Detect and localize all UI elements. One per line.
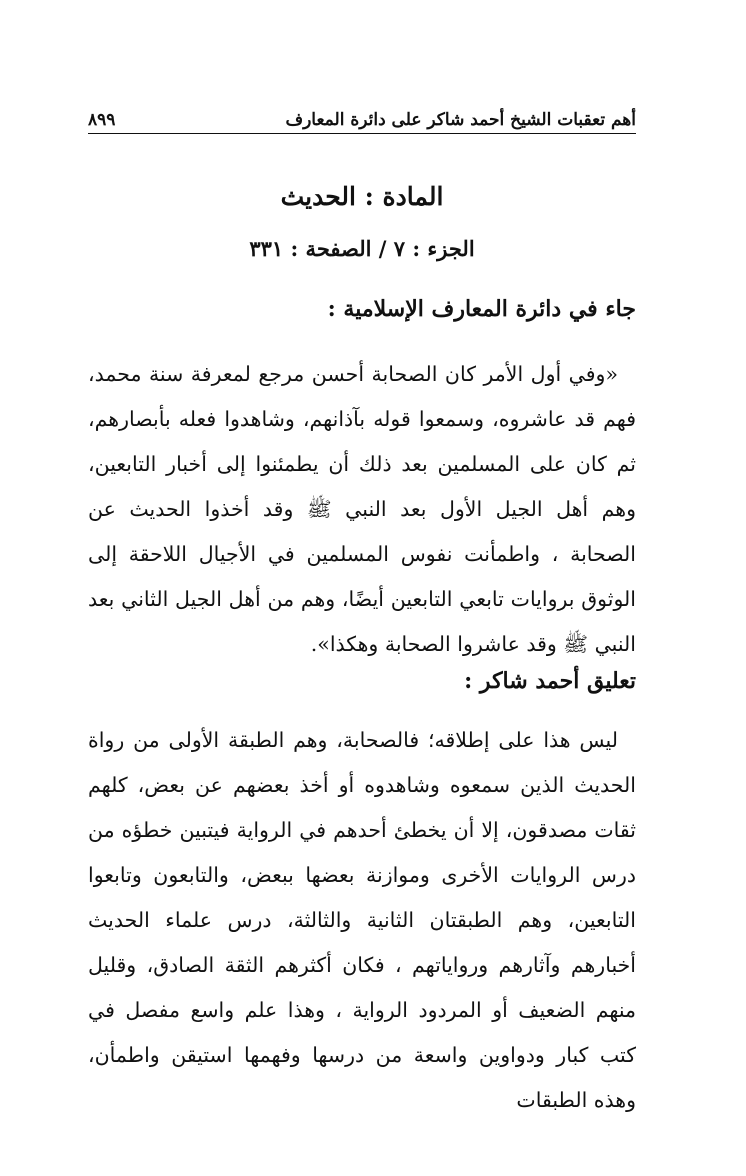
source-heading: جاء في دائرة المعارف الإسلامية : [327, 296, 636, 322]
running-title: أهم تعقبات الشيخ أحمد شاكر على دائرة المعارف [285, 110, 636, 130]
subject-title: المادة : الحديث [280, 182, 444, 211]
quoted-passage: «وفي أول الأمر كان الصحابة أحسن مرجع لمعرفة سنة محمد، فهم قد عاشروه، وسمعوا قوله بآذانهم، وشاهدوا فعله بأبصارهم، ثم كان على المسلمين بعد ذلك أن يطمئنوا إلى أخبار التابعين، وهم أهل الجيل الأول بعد النبي ﷺ وقد أخذوا الحديث عن الصحابة ، واطمأنت نفوس المسلمين في الأجيال اللاحقة إلى الوثوق بروايات تابعي التابعين أيضًا، وهم من أهل الجيل الثاني بعد النبي ﷺ وقد عاشروا الصحابة وهكذا». [88, 362, 636, 656]
running-header [88, 96, 636, 130]
volume-page-reference: الجزء : ٧ / الصفحة : ٣٣١ [249, 236, 475, 261]
comment-passage: ليس هذا على إطلاقه؛ فالصحابة، وهم الطبقة الأولى من رواة الحديث الذين سمعوه وشاهدوه أو أخذ بعضهم عن بعض، كلهم ثقات مصدقون، إلا أن يخطئ أحدهم في الرواية فيتبين خطؤه من درس الروايات الأخرى وموازنة بعضها ببعض، والتابعون وتابعوا التابعين، وهم الطبقتان الثانية والثالثة، درس علماء الحديث أخبارهم وآثارهم ورواياتهم ، فكان أكثرهم الثقة الصادق، وقليل منهم الضعيف أو المردود الرواية ، وهذا علم واسع مفصل في كتب كبار ودواوين واسعة من درسها وفهمها استيقن واطمأن، وهذه الطبقات [88, 728, 636, 1112]
header-rule [88, 133, 636, 134]
page-number: ٨٩٩ [88, 110, 116, 130]
comment-heading: تعليق أحمد شاكر : [464, 668, 636, 694]
